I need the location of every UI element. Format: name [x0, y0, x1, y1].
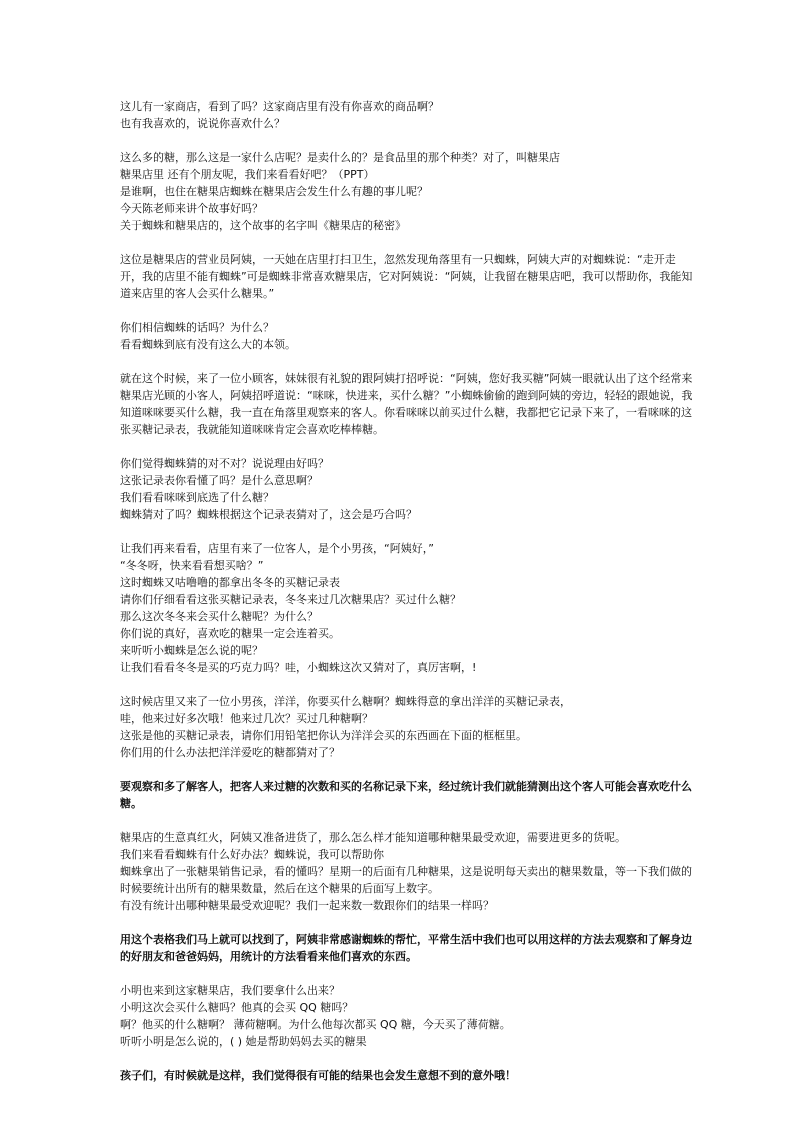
paragraph-gap: [120, 676, 695, 693]
text-line: 今天陈老师来讲个故事好吗？: [120, 202, 263, 215]
paragraph-gap: [120, 132, 695, 149]
paragraph: [120, 829, 695, 914]
text-line: 我们来看看蜘蛛有什么好办法？蜘蛛说，我可以帮助你: [120, 848, 384, 861]
text-line: 我们看看咪咪到底选了什么糖？: [120, 491, 274, 504]
text-line: 有没有统计出哪种糖果最受欢迎呢？我们一起来数一数跟你们的结果一样吗？: [120, 899, 494, 912]
text-line: 那么这次冬冬来会买什么糖呢？为什么？: [120, 610, 318, 623]
text-line: 听听小明是怎么说的，( ) 她是帮助妈妈去买的糖果: [120, 1035, 367, 1048]
text-line: 关于蜘蛛和糖果店的，这个故事的名字叫《糖果店的秘密》: [120, 219, 406, 232]
paragraph: [120, 455, 695, 523]
paragraph: [120, 149, 695, 234]
text-line: 你们用的什么办法把洋洋爱吃的糖都猜对了？: [120, 746, 340, 759]
paragraph: [120, 982, 695, 1050]
text-line: 这位是糖果店的营业员阿姨，一天她在店里打扫卫生，忽然发现角落里有一只蜘蛛，阿姨大声的对蜘蛛说：“走开走开，我的店里不能有蜘蛛”可是蜘蛛非常喜欢糖果店，它对阿姨说：“阿姨，让我留在糖果店吧，我可以帮助你，我能知道来店里的客人会买什么糖果。”: [120, 253, 693, 300]
paragraph: [120, 931, 695, 965]
paragraph: [120, 98, 695, 132]
text-line: 小明这次会买什么糖吗？他真的会买 QQ 糖吗？: [120, 1001, 354, 1014]
text-line: 这时候店里又来了一位小男孩，洋洋，你要买什么糖啊？蜘蛛得意的拿出洋洋的买糖记录表，: [120, 695, 571, 708]
text-line: 用这个表格我们马上就可以找到了，阿姨非常感谢蜘蛛的帮忙，平常生活中我们也可以用这样的方法去观察和了解身边的好朋友和爸爸妈妈，用统计的方法看看来他们喜欢的东西。: [120, 933, 692, 963]
text-line: 这张记录表你看懂了吗？是什么意思啊？: [120, 474, 318, 487]
paragraph-gap: [120, 1050, 695, 1067]
text-line: 蜘蛛猜对了吗？蜘蛛根据这个记录表猜对了，这会是巧合吗？: [120, 508, 417, 521]
text-line: 啊？他买的什么糖啊？ 薄荷糖啊。为什么他每次都买 QQ 糖，今天买了薄荷糖。: [120, 1018, 511, 1031]
text-line: 糖果店里 还有个朋友呢，我们来看看好吧？（PPT）: [120, 168, 375, 181]
document-body: [120, 98, 695, 1084]
text-line: 糖果店的生意真红火，阿姨又准备进货了，那么怎么样才能知道哪种糖果最受欢迎，需要进更多的货呢。: [120, 831, 626, 844]
text-line: 这时蜘蛛又咕噜噜的都拿出冬冬的买糖记录表: [120, 576, 340, 589]
text-line: 就在这个时候，来了一位小顾客，妹妹很有礼貌的跟阿姨打招呼说：“阿姨，您好我买糖”阿姨一眼就认出了这个经常来糖果店光顾的小客人，阿姨招呼道说：“咪咪，快进来，买什么糖？”小蜘蛛偷偷的跑到阿姨的旁边，轻轻的跟她说，我知道咪咪要买什么糖，我一直在角落里观察来的客人。你看咪咪以前买过什么糖，我都把它记录下来了，一看咪咪的这张买糖记录表，我就能知道咪咪肯定会喜欢吃棒棒糖。: [120, 372, 693, 436]
paragraph-gap: [120, 523, 695, 540]
paragraph: [120, 778, 695, 812]
paragraph: [120, 1067, 695, 1084]
text-line: 要观察和多了解客人，把客人来过糖的次数和买的名称记录下来，经过统计我们就能猜测出这个客人可能会喜欢吃什么糖。: [120, 780, 692, 810]
text-line: 也有我喜欢的，说说你喜欢什么？: [120, 117, 285, 130]
paragraph-gap: [120, 302, 695, 319]
paragraph: [120, 319, 695, 353]
text-line: 这么多的糖，那么这是一家什么店呢？是卖什么的？是食品里的那个种类？对了，叫糖果店: [120, 151, 560, 164]
text-line: 你们觉得蜘蛛猜的对不对？说说理由好吗？: [120, 457, 329, 470]
paragraph: [120, 540, 695, 676]
text-line: 是谁啊，也住在糖果店蜘蛛在糖果店会发生什么有趣的事儿呢？: [120, 185, 428, 198]
paragraph: [120, 251, 695, 302]
paragraph: [120, 370, 695, 438]
text-line: 请你们仔细看看这张买糖记录表，冬冬来过几次糖果店？买过什么糖？: [120, 593, 461, 606]
paragraph-gap: [120, 812, 695, 829]
text-line: 这张是他的买糖记录表，请你们用铅笔把你认为洋洋会买的东西画在下面的框框里。: [120, 729, 527, 742]
paragraph-gap: [120, 965, 695, 982]
paragraph-gap: [120, 234, 695, 251]
text-line: 你们说的真好，喜欢吃的糖果一定会连着买。: [120, 627, 340, 640]
text-line: 这儿有一家商店，看到了吗？这家商店里有没有你喜欢的商品啊？: [120, 100, 439, 113]
paragraph-gap: [120, 761, 695, 778]
paragraph-gap: [120, 353, 695, 370]
paragraph: [120, 693, 695, 761]
text-line: 让我们看看冬冬是买的巧克力吗？哇，小蜘蛛这次又猜对了，真厉害啊，!: [120, 661, 477, 674]
text-line: 让我们再来看看，店里有来了一位客人，是个小男孩，“阿姨好，”: [120, 542, 434, 555]
paragraph-gap: [120, 914, 695, 931]
text-line: 来听听小蜘蛛是怎么说的呢？: [120, 644, 263, 657]
text-line: 哇，他来过好多次哦！他来过几次？买过几种糖啊？: [120, 712, 373, 725]
text-line: 你们相信蜘蛛的话吗？为什么？: [120, 321, 274, 334]
text-line: 看看蜘蛛到底有没有这么大的本领。: [120, 338, 296, 351]
paragraph-gap: [120, 438, 695, 455]
text-line: “冬冬呀，快来看看想买啥？”: [120, 559, 264, 572]
text-line: 小明也来到这家糖果店，我们要拿什么出来？: [120, 984, 340, 997]
text-line: 蜘蛛拿出了一张糖果销售记录，看的懂吗？星期一的后面有几种糖果，这是说明每天卖出的糖果数量，等一下我们做的时候要统计出所有的糖果数量，然后在这个糖果的后面写上数字。: [120, 865, 692, 895]
text-line: 孩子们，有时候就是这样，我们觉得很有可能的结果也会发生意想不到的意外哦！: [120, 1069, 516, 1082]
